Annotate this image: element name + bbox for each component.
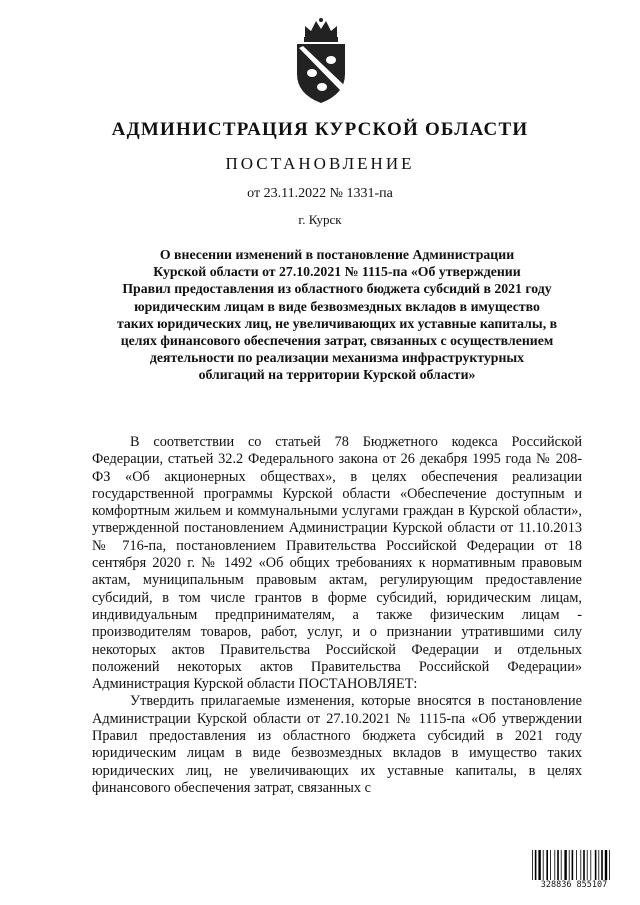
document-type: ПОСТАНОВЛЕНИЕ [225, 154, 415, 173]
document-date-number: от 23.11.2022 № 1331-па [247, 186, 393, 201]
document-body [92, 434, 582, 797]
document-city: г. Курск [298, 212, 342, 227]
title-line: О внесении изменений в постановление Администрации [159, 247, 515, 262]
body-paragraph-preamble: В соответствии со статьей 78 Бюджетного кодекса Российской Федерации, статьей 32.2 Федерального закона от 26 декабря 1995 года № 208-ФЗ «Об акционерных обществах», в целях обеспечения реализации государственной программы Курской области «Обеспечение доступным и комфортным жильем и коммунальными услугами граждан в Курской области», утвержденной постановлением Администрации Курской области от 11.10.2013 № 716-па, постановлением Правительства Российской Федерации от 18 сентября 2020 г. № 1492 «Об общих требованиях к нормативным правовым актам, муниципальным правовым актам, регулирующим предоставление субсидий, в том числе грантов в форме субсидий, юридическим лицам, индивидуальным предпринимателям, а также физическим лицам - производителям товаров, работ, услуг, и о признании утратившими силу некоторых актов Правительства Российской Федерации и отдельных положений некоторых актов Правительства Российской Федерации» Администрация Курской области ПОСТАНОВЛЯЕТ: [92, 434, 582, 693]
title-line: целях финансового обеспечения затрат, связанных с осуществлением [120, 333, 554, 349]
document-title [92, 246, 582, 384]
title-line: таких юридических лиц, не увеличивающих их уставные капиталы, в [116, 315, 558, 331]
barcode-number: 328836 855107 [531, 880, 617, 890]
organization-name: АДМИНИСТРАЦИЯ КУРСКОЙ ОБЛАСТИ [111, 119, 529, 140]
title-line: Курской области от 27.10.2021 № 1115-па «Об утверждении [153, 264, 521, 280]
coat-of-arms-emblem [291, 16, 351, 106]
title-line: деятельности по реализации механизма инфраструктурных [149, 350, 525, 366]
title-line: юридическим лицам в виде безвозмездных вкладов в имущество [134, 298, 540, 314]
body-paragraph-resolution: Утвердить прилагаемые изменения, которые вносятся в постановление Администрации Курской области от 27.10.2021 № 1115-па «Об утверждении Правил предоставления из областного бюджета субсидий в 2021 году юридическим лицам в виде безвозмездных вкладов в имущество таких юридических лиц, не увеличивающих их уставные капиталы, в целях финансового обеспечения затрат, связанных с [92, 693, 582, 796]
title-line: Правил предоставления из областного бюджета субсидий в 2021 году [122, 281, 552, 297]
title-line: облигаций на территории Курской области» [198, 367, 476, 383]
